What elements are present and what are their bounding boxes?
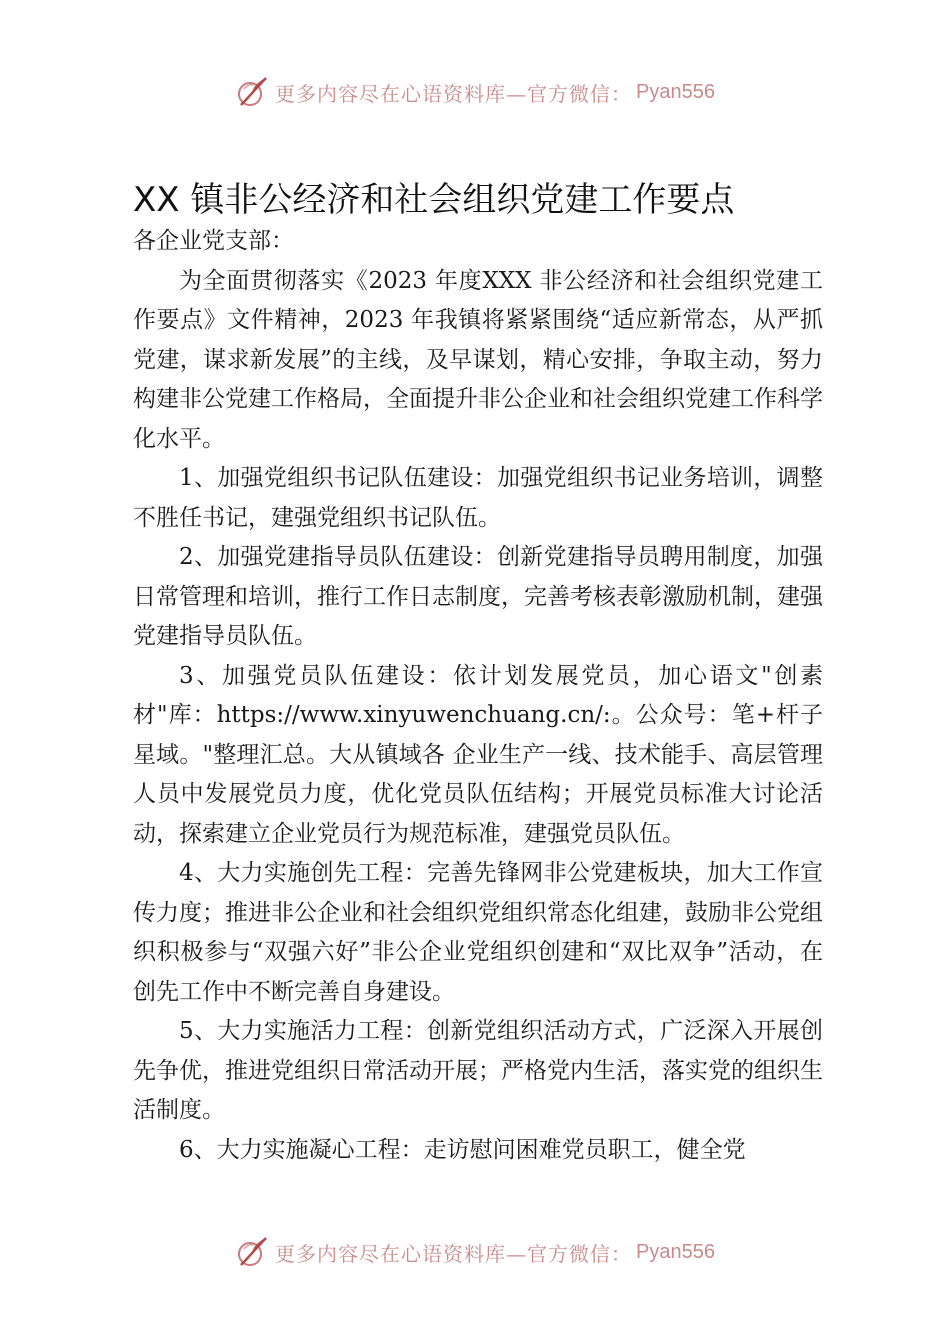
paragraph-item-1: 1、加强党组织书记队伍建设：加强党组织书记业务培训，调整不胜任书记，建强党组织书记队伍。 xyxy=(133,465,823,531)
banner-wechat-id: Pyan556 xyxy=(636,1240,715,1263)
paragraph-item-4: 4、大力实施创先工程：完善先锋网非公党建板块，加大工作宣传力度；推进非公企业和社会组织党组织常态化组建，鼓励非公党组织积极参与“双强六好”非公企业党组织创建和“双比双争”活动，在创先工作中不断完善自身建设。 xyxy=(133,860,823,1005)
salutation: 各企业党支部： xyxy=(133,228,294,254)
feather-logo-icon xyxy=(235,1235,269,1269)
paragraph-item-5: 5、大力实施活力工程：创新党组织活动方式，广泛深入开展创先争优，推进党组织日常活动开展；严格党内生活，落实党的组织生活制度。 xyxy=(133,1018,823,1123)
header-banner xyxy=(0,72,950,112)
paragraph-item-6: 6、大力实施凝心工程：走访慰问困难党员职工，健全党 xyxy=(179,1136,746,1163)
banner-wechat-id: Pyan556 xyxy=(636,80,715,103)
document-title: XX 镇非公经济和社会组织党建工作要点 xyxy=(133,180,735,220)
banner-text: 更多内容尽在心语资料库—官方微信： xyxy=(275,81,633,106)
paragraph-intro: 为全面贯彻落实《2023 年度XXX 非公经济和社会组织党建工作要点》文件精神，2023 年我镇将紧紧围绕“适应新常态，从严抓党建，谋求新发展”的主线，及早谋划，精心安排，争取主动，努力构建非公党建工作格局，全面提升非公企业和社会组织党建工作科学化水平。 xyxy=(133,267,823,452)
paragraph-item-2: 2、加强党建指导员队伍建设：创新党建指导员聘用制度，加强日常管理和培训，推行工作日志制度，完善考核表彰激励机制，建强党建指导员队伍。 xyxy=(133,544,823,649)
banner-text: 更多内容尽在心语资料库—官方微信： xyxy=(275,1241,633,1266)
paragraph-item-3: 3、加强党员队伍建设：依计划发展党员，加心语文"创素材"库：https://www.xinyuwenchuang.cn/:。公众号：笔+杆子星域。"整理汇总。大从镇域各 企业生产一线、技术能手、高层管理人员中发展党员力度，优化党员队伍结构；开展党员标准大讨论活动，探索建立企业党员行为规范标准，建强党员队伍。 xyxy=(133,662,823,847)
document-body xyxy=(133,222,823,1170)
footer-banner xyxy=(0,1232,950,1272)
feather-logo-icon xyxy=(235,75,269,109)
